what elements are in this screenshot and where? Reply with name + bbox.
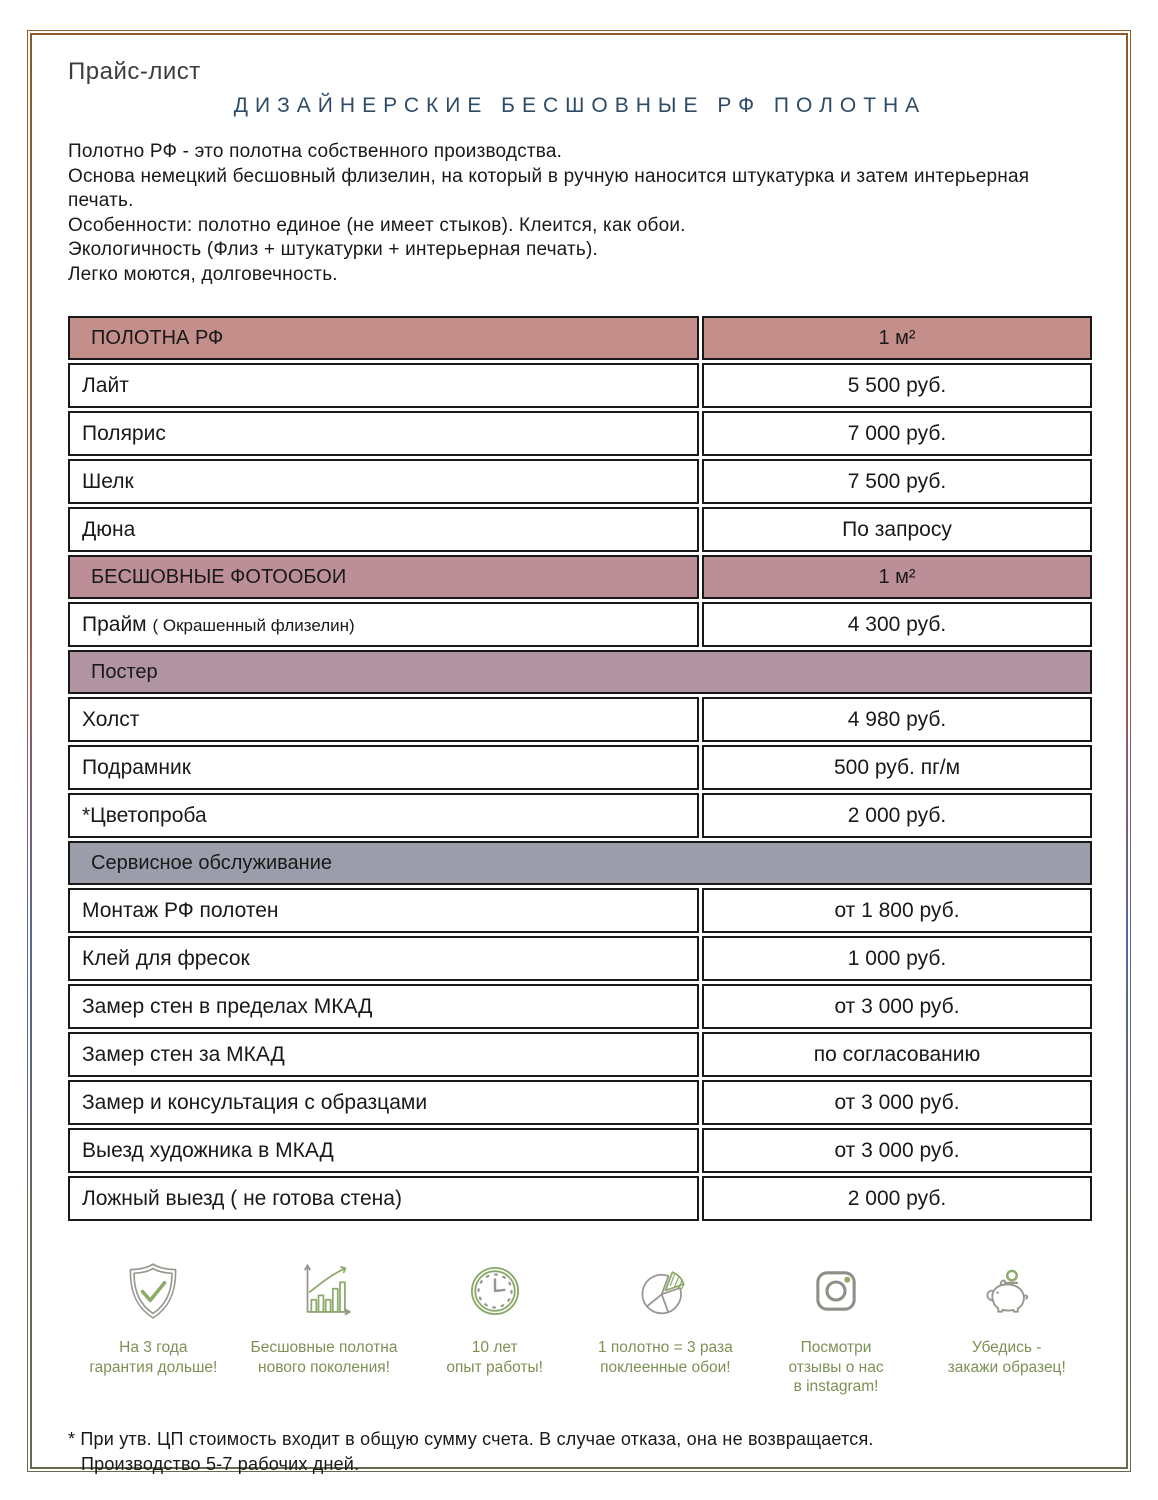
row-price: 4 300 руб. <box>702 602 1092 647</box>
shield-check-icon <box>68 1258 239 1329</box>
pie-chart-icon <box>580 1258 751 1329</box>
section-header-unit: 1 м² <box>702 316 1092 360</box>
feature-caption <box>239 1338 410 1377</box>
feature-caption-line: закажи образец! <box>947 1358 1066 1376</box>
feature-caption-line: 10 лет <box>471 1339 518 1356</box>
intro-line: Основа немецкий бесшовный флизелин, на который в ручную наносится штукатурка и затем интерьерная печать. <box>68 165 1030 211</box>
table-section-header-row <box>68 555 1092 599</box>
table-section-header-row <box>68 316 1092 360</box>
row-label: *Цветопроба <box>68 793 699 838</box>
section-header-label: Постер <box>68 650 1092 694</box>
row-price: 7 500 руб. <box>702 459 1092 504</box>
row-price: от 3 000 руб. <box>702 1128 1092 1173</box>
table-row <box>68 745 1092 790</box>
intro-paragraph <box>68 140 1092 287</box>
table-row <box>68 507 1092 552</box>
section-header-label: ПОЛОТНА РФ <box>68 316 699 360</box>
feature-item <box>239 1258 410 1397</box>
price-table <box>65 313 1095 1224</box>
feature-caption-line: поклеенные обои! <box>600 1358 731 1376</box>
table-row <box>68 936 1092 981</box>
table-row <box>68 888 1092 933</box>
row-price: 2 000 руб. <box>702 1176 1092 1221</box>
table-row <box>68 697 1092 742</box>
feature-item <box>921 1258 1092 1397</box>
row-label: Шелк <box>68 459 699 504</box>
feature-caption <box>751 1338 922 1397</box>
row-price: 7 000 руб. <box>702 411 1092 456</box>
clock-icon <box>409 1258 580 1329</box>
row-label: Дюна <box>68 507 699 552</box>
feature-caption-line: в instagram! <box>793 1378 879 1395</box>
feature-caption <box>68 1338 239 1377</box>
row-label: Полярис <box>68 411 699 456</box>
table-section-header-row <box>68 841 1092 885</box>
doc-label: Прайс-лист <box>68 58 201 85</box>
footnote-line: Производство 5-7 рабочих дней. <box>81 1453 360 1474</box>
row-label: Выезд художника в МКАД <box>68 1128 699 1173</box>
row-price: По запросу <box>702 507 1092 552</box>
document-content <box>68 58 1092 1477</box>
feature-item <box>68 1258 239 1397</box>
row-label: Замер стен в пределах МКАД <box>68 984 699 1029</box>
table-row <box>68 602 1092 647</box>
table-row <box>68 411 1092 456</box>
row-price: 500 руб. пг/м <box>702 745 1092 790</box>
row-price: 1 000 руб. <box>702 936 1092 981</box>
feature-item <box>409 1258 580 1397</box>
table-row <box>68 1032 1092 1077</box>
row-price: 2 000 руб. <box>702 793 1092 838</box>
feature-item <box>751 1258 922 1397</box>
table-section-header-row <box>68 650 1092 694</box>
feature-caption-line: Бесшовные полотна <box>250 1339 398 1356</box>
table-row <box>68 363 1092 408</box>
row-price: 5 500 руб. <box>702 363 1092 408</box>
table-row <box>68 1176 1092 1221</box>
row-label-note: ( Окрашенный флизелин) <box>152 615 355 635</box>
footnote-line: * При утв. ЦП стоимость входит в общую сумму счета. В случае отказа, она не возвращается. <box>68 1428 874 1449</box>
section-header-unit: 1 м² <box>702 555 1092 599</box>
row-label: Ложный выезд ( не готова стена) <box>68 1176 699 1221</box>
intro-line: Особенности: полотно единое (не имеет стыков). Клеится, как обои. <box>68 214 686 236</box>
row-label: Клей для фресок <box>68 936 699 981</box>
row-price: 4 980 руб. <box>702 697 1092 742</box>
table-row <box>68 1128 1092 1173</box>
price-table-body <box>68 316 1092 1221</box>
bar-chart-icon <box>239 1258 410 1329</box>
table-row <box>68 459 1092 504</box>
feature-caption <box>580 1338 751 1377</box>
row-label: Монтаж РФ полотен <box>68 888 699 933</box>
feature-caption-line: нового поколения! <box>258 1358 390 1376</box>
intro-line: Полотно РФ - это полотна собственного производства. <box>68 141 563 162</box>
feature-item <box>580 1258 751 1397</box>
row-label: Подрамник <box>68 745 699 790</box>
intro-line: Экологичность (Флиз + штукатурки + интерьерная печать). <box>68 239 599 260</box>
feature-caption-line: опыт работы! <box>446 1358 543 1376</box>
row-price: по согласованию <box>702 1032 1092 1077</box>
table-row <box>68 984 1092 1029</box>
table-row <box>68 1080 1092 1125</box>
intro-line: Легко моются, долговечность. <box>68 263 338 285</box>
feature-caption-line: отзывы о нас <box>788 1358 884 1376</box>
feature-caption-line: 1 полотно = 3 раза <box>597 1339 733 1356</box>
feature-caption-line: Посмотри <box>800 1339 872 1356</box>
section-header-label: БЕСШОВНЫЕ ФОТООБОИ <box>68 555 699 599</box>
row-price: от 1 800 руб. <box>702 888 1092 933</box>
feature-caption-line: На 3 года <box>119 1339 188 1356</box>
table-row <box>68 793 1092 838</box>
row-label: Прайм ( Окрашенный флизелин) <box>68 602 699 647</box>
footnote <box>68 1427 1092 1477</box>
feature-caption <box>409 1338 580 1377</box>
piggy-bank-icon <box>921 1258 1092 1329</box>
features-row <box>68 1258 1092 1397</box>
feature-caption <box>921 1338 1092 1377</box>
feature-caption-line: гарантия дольше! <box>89 1358 218 1376</box>
section-header-label: Сервисное обслуживание <box>68 841 1092 885</box>
row-price: от 3 000 руб. <box>702 984 1092 1029</box>
row-label: Замер стен за МКАД <box>68 1032 699 1077</box>
feature-caption-line: Убедись - <box>971 1339 1042 1356</box>
instagram-icon <box>751 1258 922 1329</box>
row-price: от 3 000 руб. <box>702 1080 1092 1125</box>
row-label: Холст <box>68 697 699 742</box>
row-label: Замер и консультация с образцами <box>68 1080 699 1125</box>
row-label: Лайт <box>68 363 699 408</box>
page-title: ДИЗАЙНЕРСКИЕ БЕСШОВНЫЕ РФ ПОЛОТНА <box>233 94 927 117</box>
